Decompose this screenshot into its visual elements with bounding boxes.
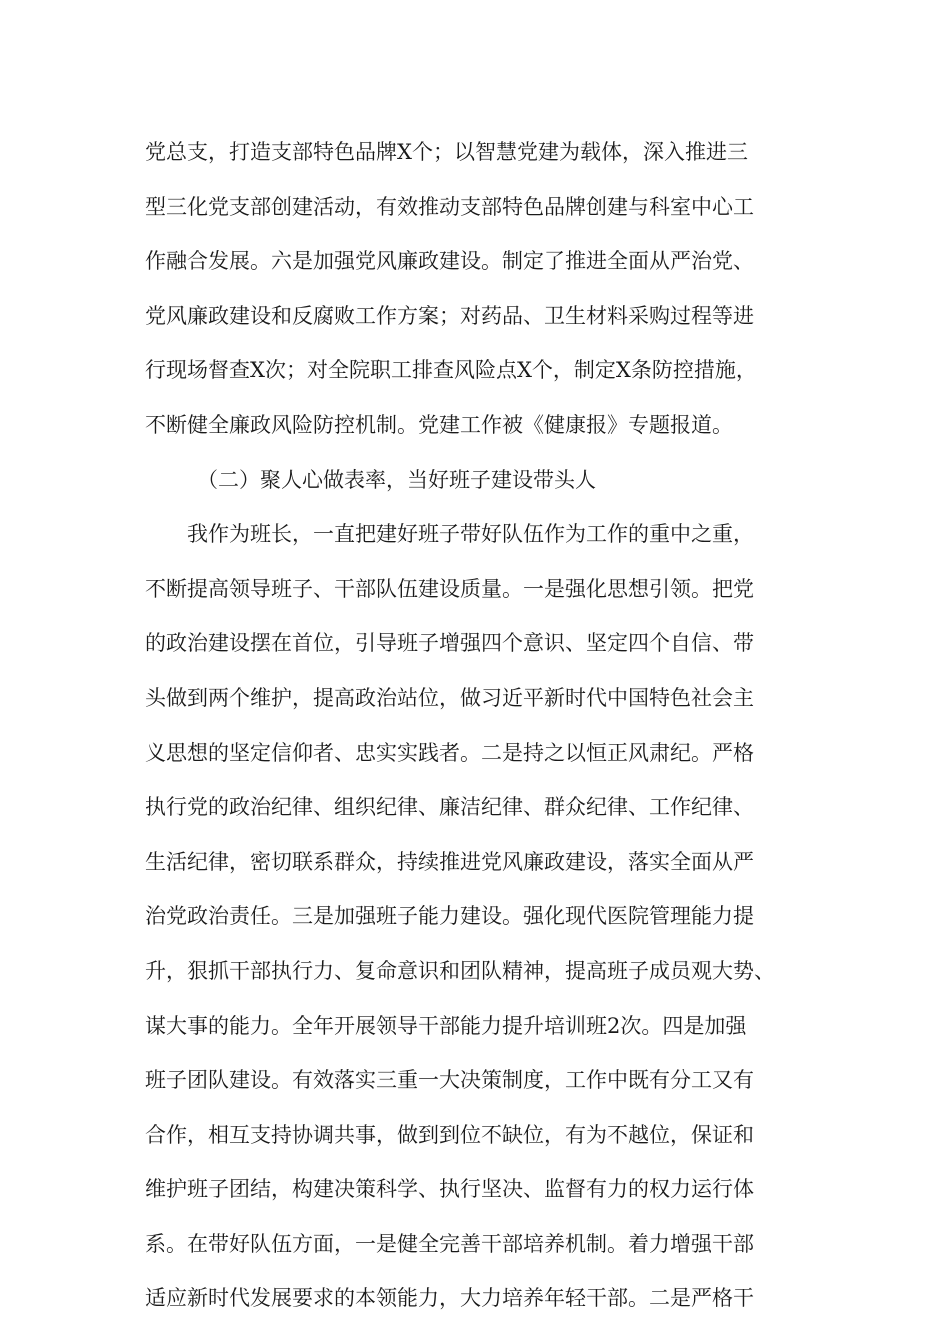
text-line: 治党政治责任。三是加强班子能力建设。强化现代医院管理能力提 bbox=[145, 904, 754, 929]
text-line: 不断提高领导班子、干部队伍建设质量。一是强化思想引领。把党 bbox=[145, 576, 754, 601]
text-line: 的政治建设摆在首位，引导班子增强四个意识、坚定四个自信、带 bbox=[145, 631, 754, 656]
document-body bbox=[145, 128, 810, 1329]
text-line: 维护班子团结，构建决策科学、执行坚决、监督有力的权力运行体 bbox=[145, 1177, 754, 1202]
text-line: 不断健全廉政风险防控机制。党建工作被《健康报》专题报道。 bbox=[145, 412, 733, 437]
section-heading: （二）聚人心做表率，当好班子建设带头人 bbox=[197, 467, 596, 492]
text-line: 谋大事的能力。全年开展领导干部能力提升培训班2次。四是加强 bbox=[145, 1013, 747, 1038]
text-line: 生活纪律，密切联系群众，持续推进党风廉政建设，落实全面从严 bbox=[145, 849, 754, 874]
text-line: 义思想的坚定信仰者、忠实实践者。二是持之以恒正风肃纪。严格 bbox=[145, 740, 754, 765]
text-line: 班子团队建设。有效落实三重一大决策制度，工作中既有分工又有 bbox=[145, 1068, 754, 1093]
text-line: 党总支，打造支部特色品牌X个；以智慧党建为载体，深入推进三 bbox=[145, 140, 748, 164]
text-line: 党风廉政建设和反腐败工作方案；对药品、卫生材料采购过程等进 bbox=[145, 303, 754, 328]
text-line: 我作为班长，一直把建好班子带好队伍作为工作的重中之重， bbox=[187, 522, 754, 547]
text-line: 系。在带好队伍方面，一是健全完善干部培养机制。着力增强干部 bbox=[145, 1231, 754, 1256]
text-line: 升，狠抓干部执行力、复命意识和团队精神，提高班子成员观大势、 bbox=[145, 958, 775, 983]
text-line: 适应新时代发展要求的本领能力，大力培养年轻干部。二是严格干 bbox=[145, 1286, 754, 1311]
text-line: 型三化党支部创建活动，有效推动支部特色品牌创建与科室中心工 bbox=[145, 194, 754, 219]
text-line: 行现场督查X次；对全院职工排查风险点X个，制定X条防控措施， bbox=[145, 358, 757, 383]
text-line: 头做到两个维护，提高政治站位，做习近平新时代中国特色社会主 bbox=[145, 685, 754, 710]
text-line: 执行党的政治纪律、组织纪律、廉洁纪律、群众纪律、工作纪律、 bbox=[145, 795, 754, 820]
text-line: 作融合发展。六是加强党风廉政建设。制定了推进全面从严治党、 bbox=[145, 249, 754, 274]
text-line: 合作，相互支持协调共事，做到到位不缺位，有为不越位，保证和 bbox=[145, 1122, 754, 1147]
